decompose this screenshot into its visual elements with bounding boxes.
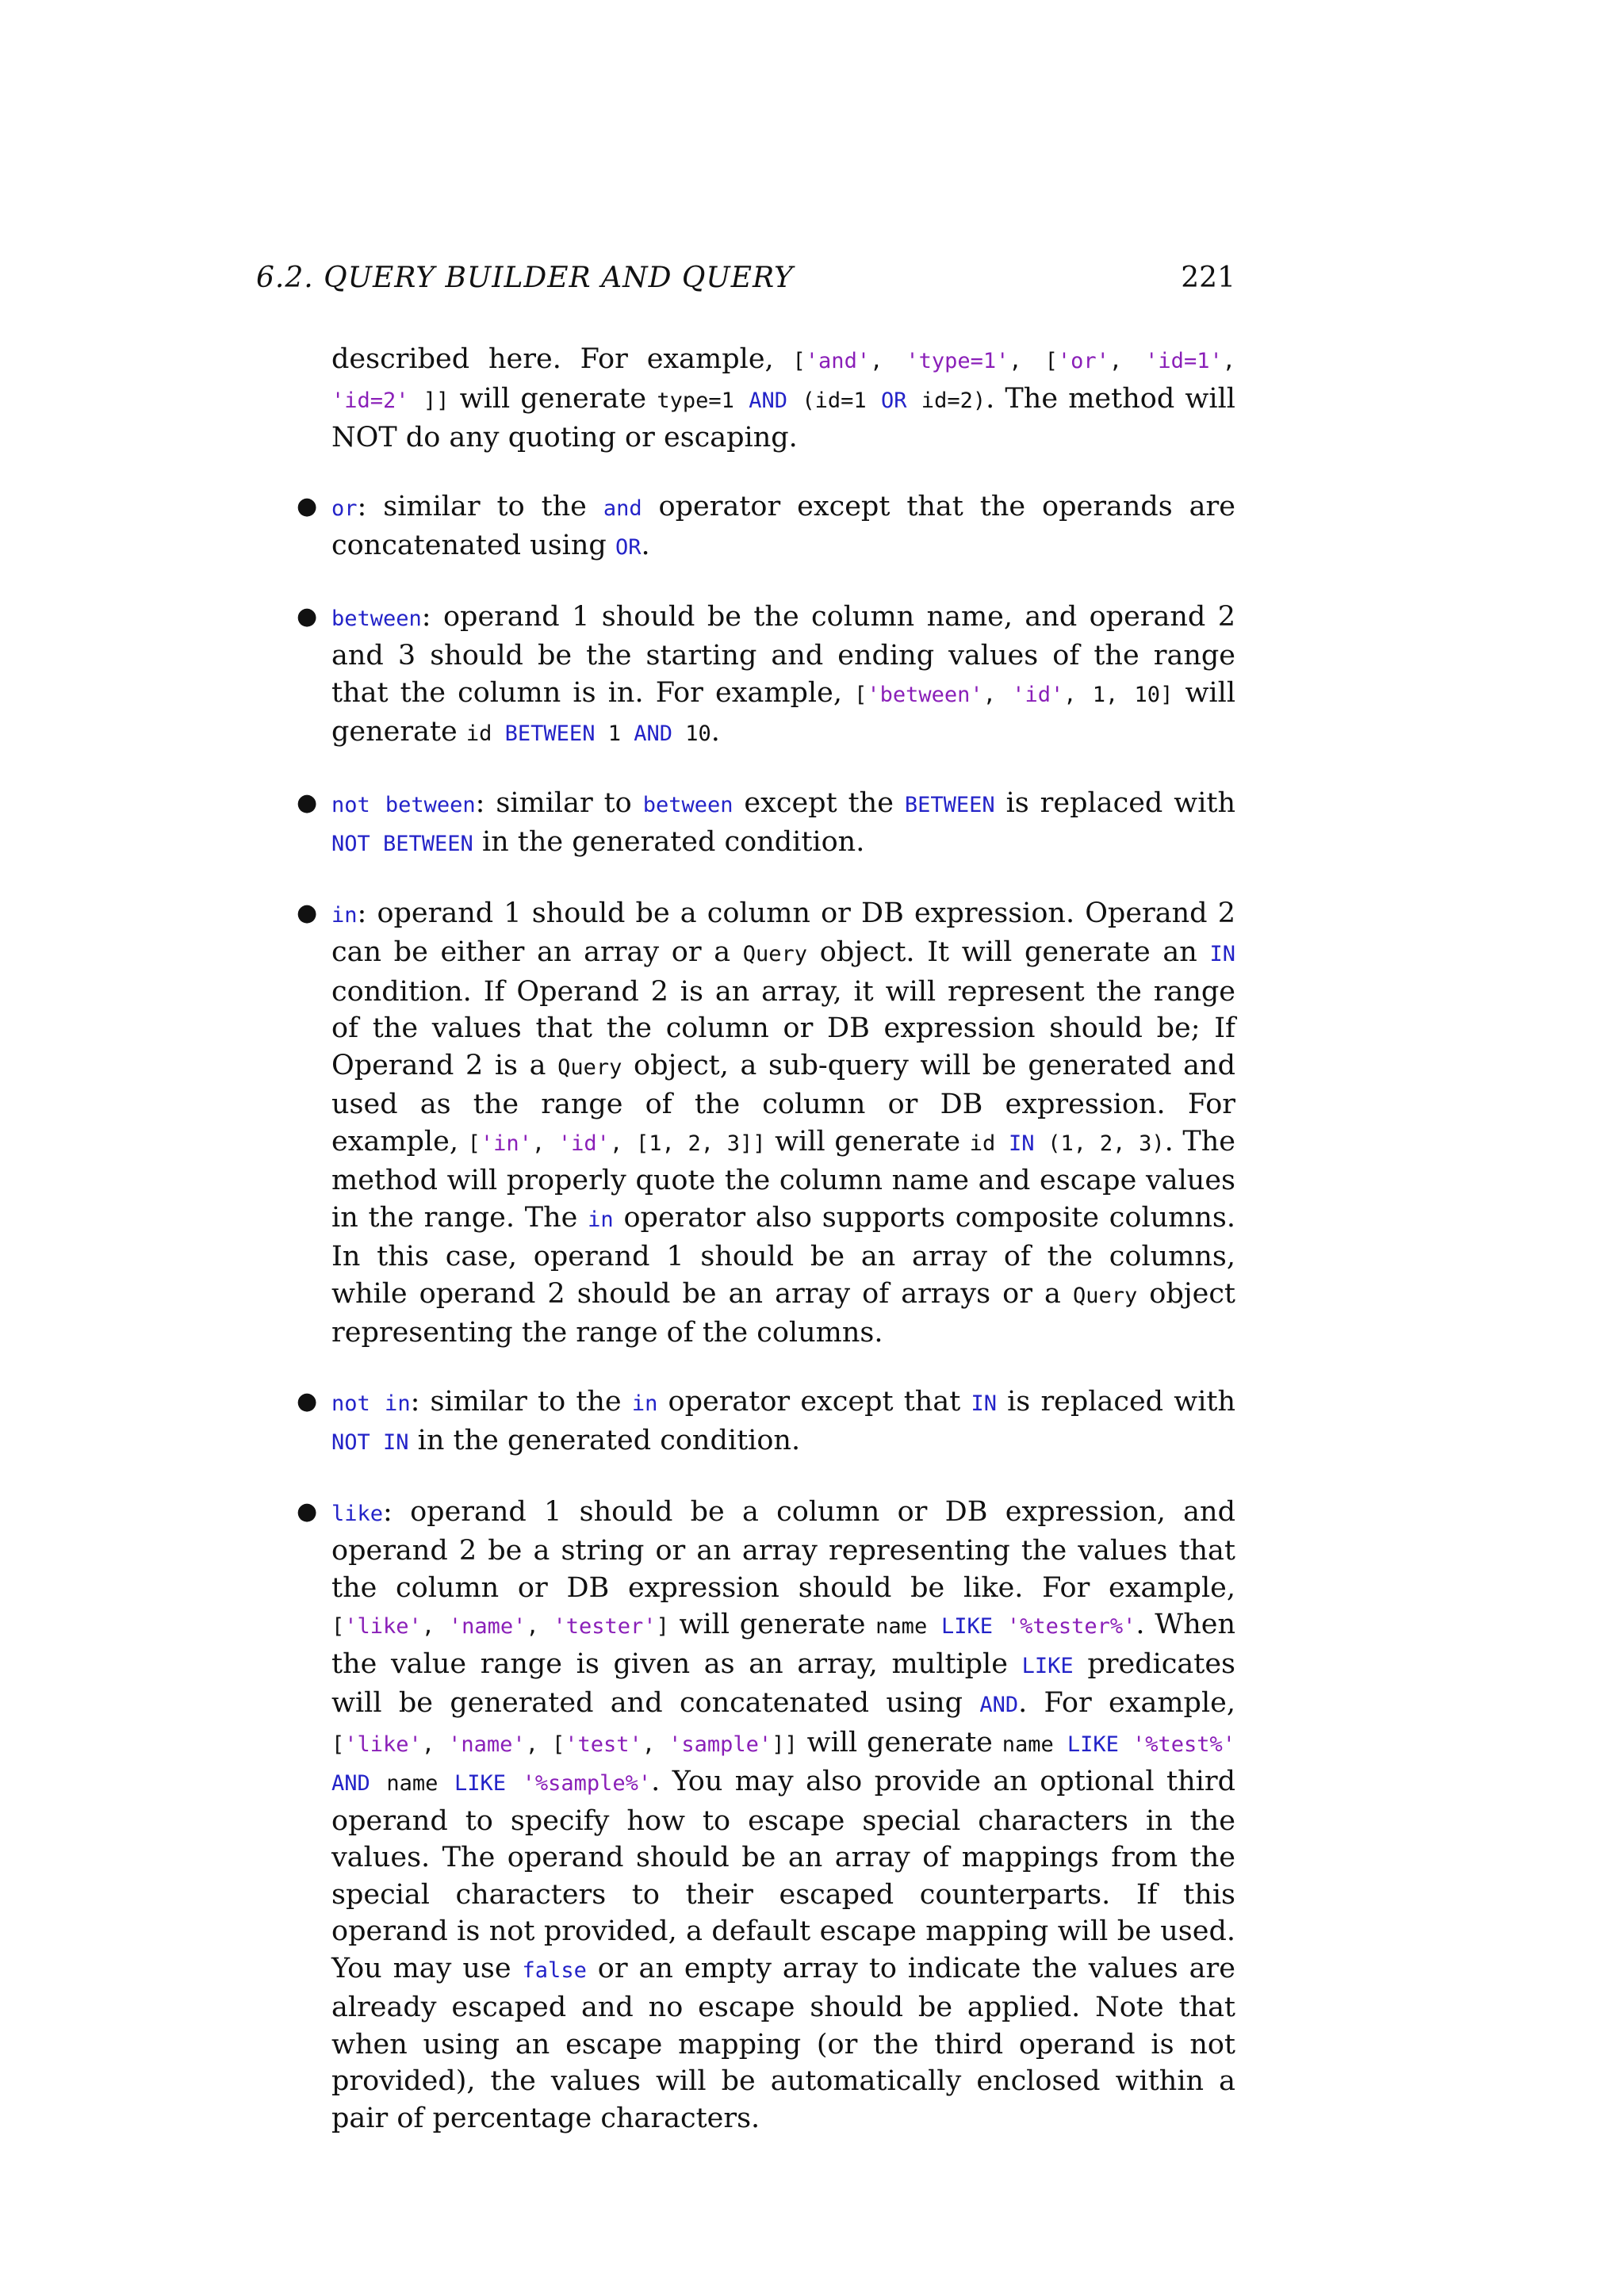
code-keyword: not between	[331, 792, 476, 817]
code-keyword: false	[522, 1957, 587, 1983]
code-keyword: AND	[634, 721, 673, 746]
prose-text: operator also supports composite columns. In this case, operand 1 should be an array of the columns, while operand 2 should be an array of arrays or a	[331, 1201, 1235, 1310]
prose-text: will generate	[668, 1609, 876, 1640]
code-string: 'or'	[1057, 349, 1109, 373]
prose-text: : operand 1 should be a column or DB expression. Operand 2 can be either an array or a	[331, 897, 1235, 968]
code-string: '%tester%'	[1006, 1614, 1136, 1639]
code-text: [	[331, 1732, 345, 1757]
code-string: 'test'	[565, 1732, 642, 1757]
operator-item-not-in	[297, 1383, 1235, 1462]
code-string: 'name'	[448, 1732, 526, 1757]
code-string: 'like'	[344, 1732, 422, 1757]
continuation-paragraph	[331, 341, 1235, 457]
operator-item-like	[297, 1494, 1236, 2137]
code-text: type=1	[657, 388, 749, 413]
code-keyword: in	[588, 1207, 614, 1232]
code-keyword: OR	[880, 388, 907, 413]
bullet-icon: ●	[297, 1387, 318, 1415]
code-keyword: in	[631, 1391, 658, 1416]
code-text: ,	[421, 1732, 449, 1757]
prose-text: will generate	[765, 1125, 970, 1158]
code-text: ]]	[772, 1732, 798, 1757]
code-keyword: BETWEEN	[504, 721, 596, 746]
code-keyword: between	[331, 606, 422, 631]
code-text: , 1, 10]	[1063, 682, 1174, 707]
code-string: 'type=1'	[906, 349, 1009, 373]
code-text: id	[969, 1131, 1009, 1156]
prose-text: will generate	[797, 1726, 1002, 1758]
code-keyword: AND	[979, 1693, 1019, 1717]
prose-text: object. It will generate an	[807, 936, 1210, 968]
code-text: , [	[525, 1732, 565, 1757]
operator-item-between	[297, 599, 1236, 753]
prose-text: . You may also provide an optional third operand to specify how to escape special characters in the values. The operand should be an array of mappings from the special characters to their escaped counterparts. If this operand is not provided, a default escape mapping will be used. You may use	[331, 1766, 1235, 1984]
code-string: 'tester'	[553, 1614, 657, 1639]
code-text	[506, 1771, 523, 1796]
code-text: ,	[870, 349, 906, 373]
code-string: 'like'	[344, 1614, 422, 1639]
code-text: ,	[982, 682, 1013, 707]
bullet-icon: ●	[297, 788, 318, 817]
prose-text: . When the value range is given as an array, multiple	[331, 1609, 1235, 1680]
code-text: ,	[1222, 349, 1235, 373]
code-keyword: LIKE	[941, 1614, 994, 1639]
code-text: ,	[526, 1614, 553, 1639]
prose-text: operator except that the operands are concatenated using	[331, 490, 1235, 561]
code-keyword: LIKE	[454, 1771, 506, 1796]
code-string: '%test%'	[1132, 1732, 1236, 1757]
prose-text: : operand 1 should be the column name, and operand 2 and 3 should be the starting and ending values of the range that the column is in. For example,	[331, 600, 1235, 709]
code-keyword: AND	[749, 388, 787, 413]
code-string: 'id'	[557, 1131, 610, 1156]
running-header	[256, 262, 1235, 294]
prose-text: object, a sub-query will be generated and used as the range of the column or DB expression. For example,	[331, 1049, 1235, 1158]
prose-text: or an empty array to indicate the values are already escaped and no escape should be applied. Note that when using an escape mapping (or the third operand is not provided), the values will be automatically enclosed within a pair of percentage characters.	[331, 1952, 1235, 2134]
page-body	[256, 341, 1235, 2137]
operator-list	[256, 488, 1235, 2137]
code-keyword: NOT IN	[331, 1430, 409, 1455]
prose-text: object representing the range of the columns.	[331, 1277, 1235, 1349]
code-keyword: like	[331, 1501, 384, 1526]
prose-text: : similar to	[475, 786, 643, 819]
code-string: 'between'	[867, 682, 983, 707]
code-keyword: AND	[331, 1771, 370, 1796]
code-keyword: between	[642, 792, 733, 817]
page-number: 221	[1181, 262, 1235, 294]
code-text: [	[792, 349, 806, 373]
code-text: , [	[1009, 349, 1058, 373]
code-text: [	[331, 1614, 345, 1639]
code-string: 'and'	[805, 349, 871, 373]
code-keyword: and	[603, 496, 642, 521]
code-keyword: NOT BETWEEN	[331, 832, 473, 856]
operator-item-or	[297, 488, 1235, 567]
code-keyword: IN	[1009, 1131, 1035, 1156]
code-text: (1, 2, 3)	[1034, 1131, 1165, 1156]
prose-text: : similar to the	[410, 1385, 632, 1418]
prose-text: : similar to the	[357, 490, 603, 522]
prose-text: will generate	[449, 382, 657, 415]
operator-item-in	[297, 895, 1235, 1352]
code-text: name	[875, 1614, 942, 1639]
code-string: 'name'	[448, 1614, 527, 1639]
prose-text: is replaced with	[996, 1385, 1235, 1418]
code-text: id	[465, 721, 505, 746]
code-keyword: LIKE	[1067, 1732, 1119, 1757]
code-text: id=2)	[906, 388, 986, 413]
code-text: ,	[642, 1732, 669, 1757]
code-keyword: or	[331, 496, 358, 521]
code-string: 'id'	[1012, 682, 1064, 707]
code-text: name	[370, 1771, 454, 1796]
code-keyword: not in	[331, 1391, 411, 1416]
code-text: Query	[557, 1054, 622, 1080]
operator-item-not-between	[297, 785, 1236, 863]
code-text: 10	[672, 721, 711, 746]
section-title: 6.2. QUERY BUILDER AND QUERY	[256, 262, 794, 294]
code-text: Query	[1072, 1283, 1138, 1308]
code-string: 'id=1'	[1145, 349, 1223, 373]
code-text: Query	[742, 942, 808, 966]
code-text: (id=1	[787, 388, 881, 413]
code-string: 'id=2'	[331, 388, 409, 413]
code-text: ]	[656, 1614, 669, 1639]
prose-text: in the generated condition.	[408, 1425, 801, 1456]
bullet-icon: ●	[297, 1497, 318, 1525]
prose-text: .	[710, 716, 720, 748]
prose-text: . The method will properly quote the column name and escape values in the range. The	[331, 1125, 1235, 1234]
prose-text: except the	[733, 786, 905, 819]
prose-text: is replaced with	[994, 786, 1236, 819]
code-keyword: BETWEEN	[904, 792, 995, 817]
prose-text: .	[641, 530, 650, 561]
bullet-icon: ●	[297, 898, 318, 927]
code-text: ,	[1109, 349, 1146, 373]
code-keyword: OR	[615, 535, 642, 560]
code-text: [	[854, 682, 868, 707]
code-string: '%sample%'	[522, 1771, 652, 1796]
prose-text: . The method will NOT do any quoting or escaping.	[331, 382, 1235, 453]
bullet-icon: ●	[297, 492, 318, 520]
code-text: , [1, 2, 3]]	[609, 1131, 766, 1156]
code-keyword: IN	[1209, 942, 1235, 966]
code-keyword: in	[331, 902, 358, 928]
code-string: 'in'	[480, 1131, 532, 1156]
prose-text: condition. If Operand 2 is an array, it will represent the range of the values that the column or DB expression should be; If Operand 2 is a	[331, 975, 1235, 1081]
code-text: name	[1002, 1732, 1067, 1757]
code-text: [	[467, 1131, 481, 1156]
code-text	[1119, 1732, 1132, 1757]
code-string: 'sample'	[668, 1732, 772, 1757]
code-text: ,	[531, 1131, 558, 1156]
prose-text: : operand 1 should be a column or DB expression, and operand 2 be a string or an array representing the values that the column or DB expression should be like. For example,	[331, 1495, 1235, 1604]
prose-text: in the generated condition.	[473, 826, 865, 858]
prose-text: . For example,	[1018, 1687, 1235, 1719]
code-text: 1	[595, 721, 634, 746]
code-keyword: IN	[971, 1391, 997, 1416]
code-keyword: LIKE	[1021, 1653, 1074, 1678]
prose-text: predicates will be generated and concatenated using	[331, 1647, 1235, 1719]
prose-text: will generate	[331, 676, 1236, 748]
code-text: ]]	[408, 388, 450, 413]
code-text: ,	[421, 1614, 449, 1639]
code-text	[993, 1614, 1007, 1639]
bullet-icon: ●	[297, 602, 318, 630]
prose-text: described here. For example,	[331, 343, 793, 375]
prose-text: operator except that	[657, 1385, 971, 1418]
